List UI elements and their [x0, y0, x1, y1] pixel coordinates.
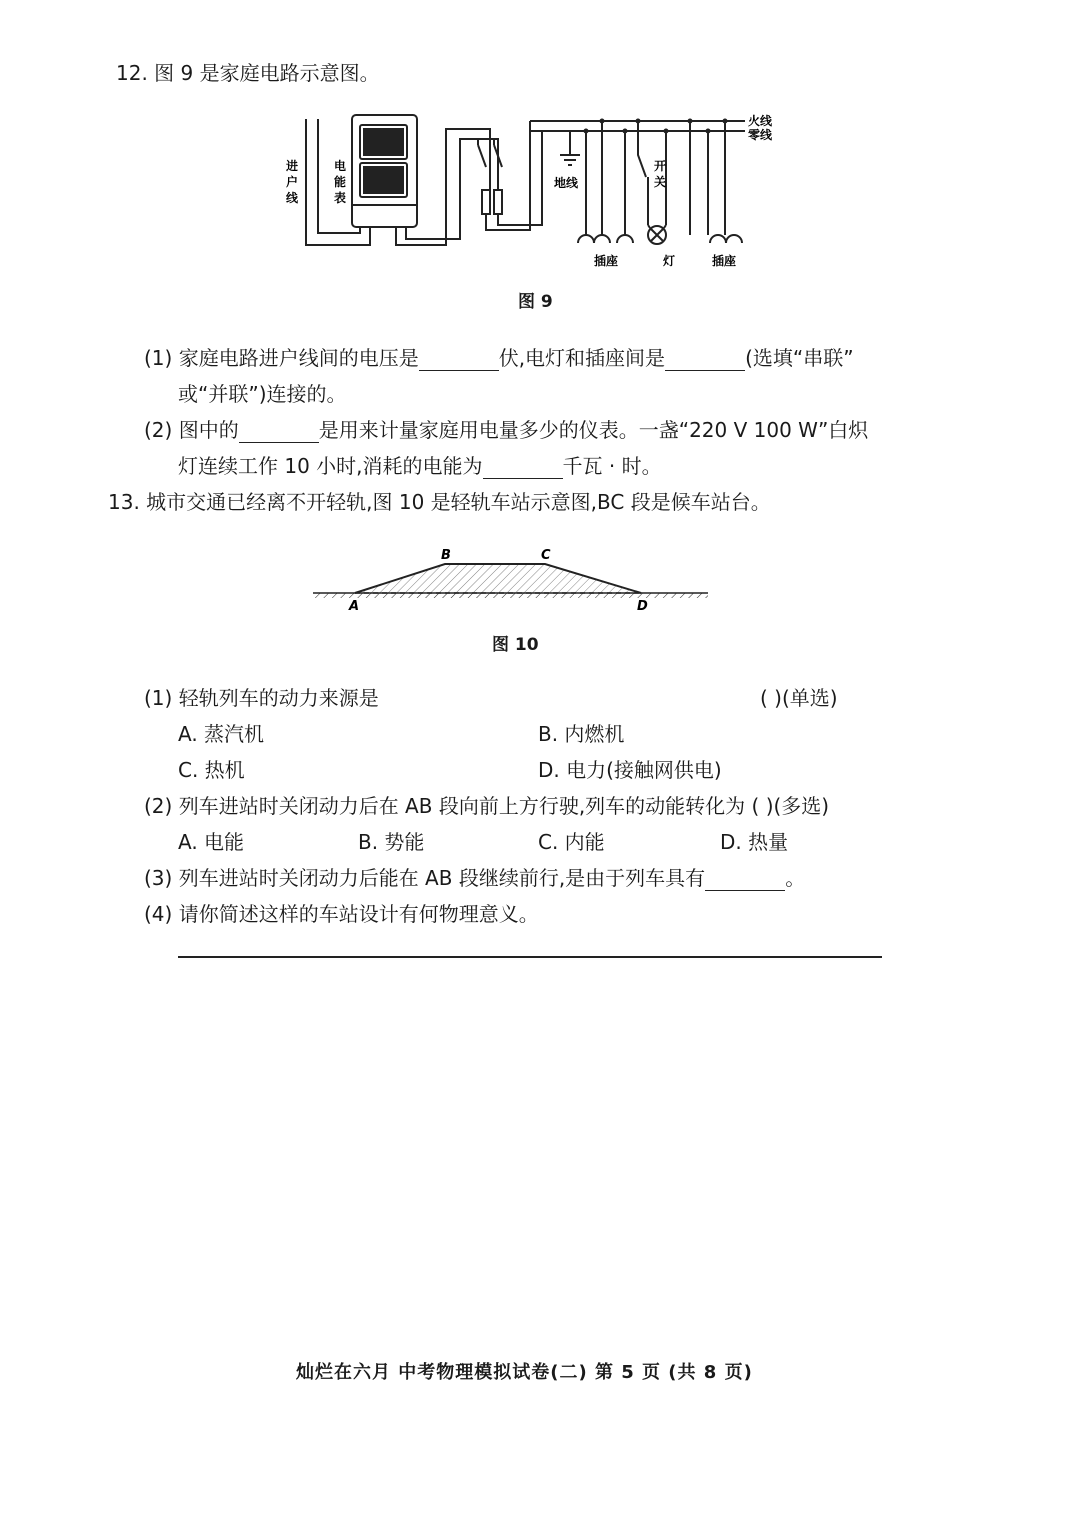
q13-sub1-option-b[interactable]: B. 内燃机	[538, 722, 625, 746]
meter-label-2: 能	[334, 175, 347, 189]
q12-sub1-text-d: 或“并联”)连接的。	[178, 382, 347, 406]
q13-sub2-option-d[interactable]: D. 热量	[720, 830, 789, 854]
point-d-label: D	[637, 599, 648, 614]
inlet-label-2: 户	[286, 175, 299, 189]
q13-sub2-question	[144, 793, 829, 819]
q12-sub2-line2	[178, 453, 662, 479]
q13-sub1-option-d[interactable]: D. 电力(接触网供电)	[538, 758, 722, 782]
switch-label-1: 开	[654, 159, 667, 173]
q13-sub4-num: (4)	[144, 902, 173, 926]
inlet-label-1: 进	[286, 159, 299, 173]
q13-sub2-option-b[interactable]: B. 势能	[358, 830, 425, 854]
q13-sub3-text-a: 列车进站时关闭动力后能在 AB 段继续前行,是由于列车具有	[178, 866, 706, 890]
q13-sub1-question	[144, 685, 379, 711]
q12-sub2-num: (2)	[144, 418, 173, 442]
q13-sub3-num: (3)	[144, 866, 173, 890]
point-b-label: B	[441, 548, 451, 563]
switch-label-2: 关	[654, 175, 667, 189]
q13-sub1-option-a[interactable]: A. 蒸汽机	[178, 722, 265, 746]
q13-sub1-bracket: ( )(单选)	[760, 686, 838, 710]
q13-sub1-num: (1)	[144, 686, 173, 710]
q13-sub4-text: 请你简述这样的车站设计有何物理意义。	[178, 902, 539, 926]
socket-right-label: 插座	[712, 254, 737, 268]
q13-sub1-text: 轻轨列车的动力来源是	[178, 686, 379, 710]
question-13-title: 13. 城市交通已经离不开轻轨,图 10 是轻轨车站示意图,BC 段是候车站台。	[108, 490, 771, 514]
q13-sub2-option-c[interactable]: C. 内能	[538, 830, 605, 854]
q13-sub3-text-b: 。	[785, 866, 806, 890]
q12-sub2-text-c: 灯连续工作 10 小时,消耗的电能为	[178, 454, 483, 478]
meter-label-3: 表	[334, 191, 347, 205]
q13-sub1-option-c[interactable]: C. 热机	[178, 758, 245, 782]
fire-line-label: 火线	[748, 114, 773, 128]
point-c-label: C	[541, 548, 551, 563]
q12-sub2-text-a: 图中的	[178, 418, 239, 442]
q13-sub4-line	[144, 901, 539, 927]
figure-9-circuit-diagram	[280, 105, 800, 280]
meter-label-1: 电	[334, 159, 347, 173]
q13-sub3-line	[144, 865, 805, 891]
neutral-line-label: 零线	[748, 128, 773, 142]
figure-10-station-diagram	[305, 540, 715, 620]
q12-sub1-num: (1)	[144, 346, 173, 370]
q12-energy-blank[interactable]	[483, 458, 563, 479]
q12-sub2-text-b: 是用来计量家庭用电量多少的仪表。一盏“220 V 100 W”白炽	[318, 418, 869, 442]
question-12-title: 12. 图 9 是家庭电路示意图。	[116, 61, 380, 85]
point-a-label: A	[349, 599, 360, 614]
q12-voltage-blank[interactable]	[419, 350, 499, 371]
q13-sub2-option-a[interactable]: A. 电能	[178, 830, 245, 854]
figure-10-caption: 图 10	[492, 635, 539, 655]
q12-meter-blank[interactable]	[239, 422, 319, 443]
q13-sub4-answer-line[interactable]	[178, 956, 882, 958]
q12-sub1-text-b: 伏,电灯和插座间是	[498, 346, 666, 370]
page-footer: 灿烂在六月 中考物理模拟试卷(二) 第 5 页 (共 8 页)	[296, 1362, 753, 1383]
figure-9-caption: 图 9	[518, 292, 553, 312]
socket-left-label: 插座	[594, 254, 619, 268]
ground-label: 地线	[554, 176, 579, 190]
q12-sub1-line1	[144, 345, 854, 371]
q12-sub1-text-c: (选填“串联”	[745, 346, 854, 370]
q12-sub1-text-a: 家庭电路进户线间的电压是	[178, 346, 419, 370]
q12-sub2-line1	[144, 417, 868, 443]
q13-sub2-text: 列车进站时关闭动力后在 AB 段向前上方行驶,列车的动能转化为 ( )(多选)	[178, 794, 830, 818]
inlet-label-3: 线	[286, 191, 299, 205]
q13-inertia-blank[interactable]	[705, 870, 785, 891]
q13-sub2-num: (2)	[144, 794, 173, 818]
lamp-label: 灯	[663, 254, 676, 268]
q12-connection-blank[interactable]	[665, 350, 745, 371]
q12-sub2-text-d: 千瓦 · 时。	[562, 454, 662, 478]
